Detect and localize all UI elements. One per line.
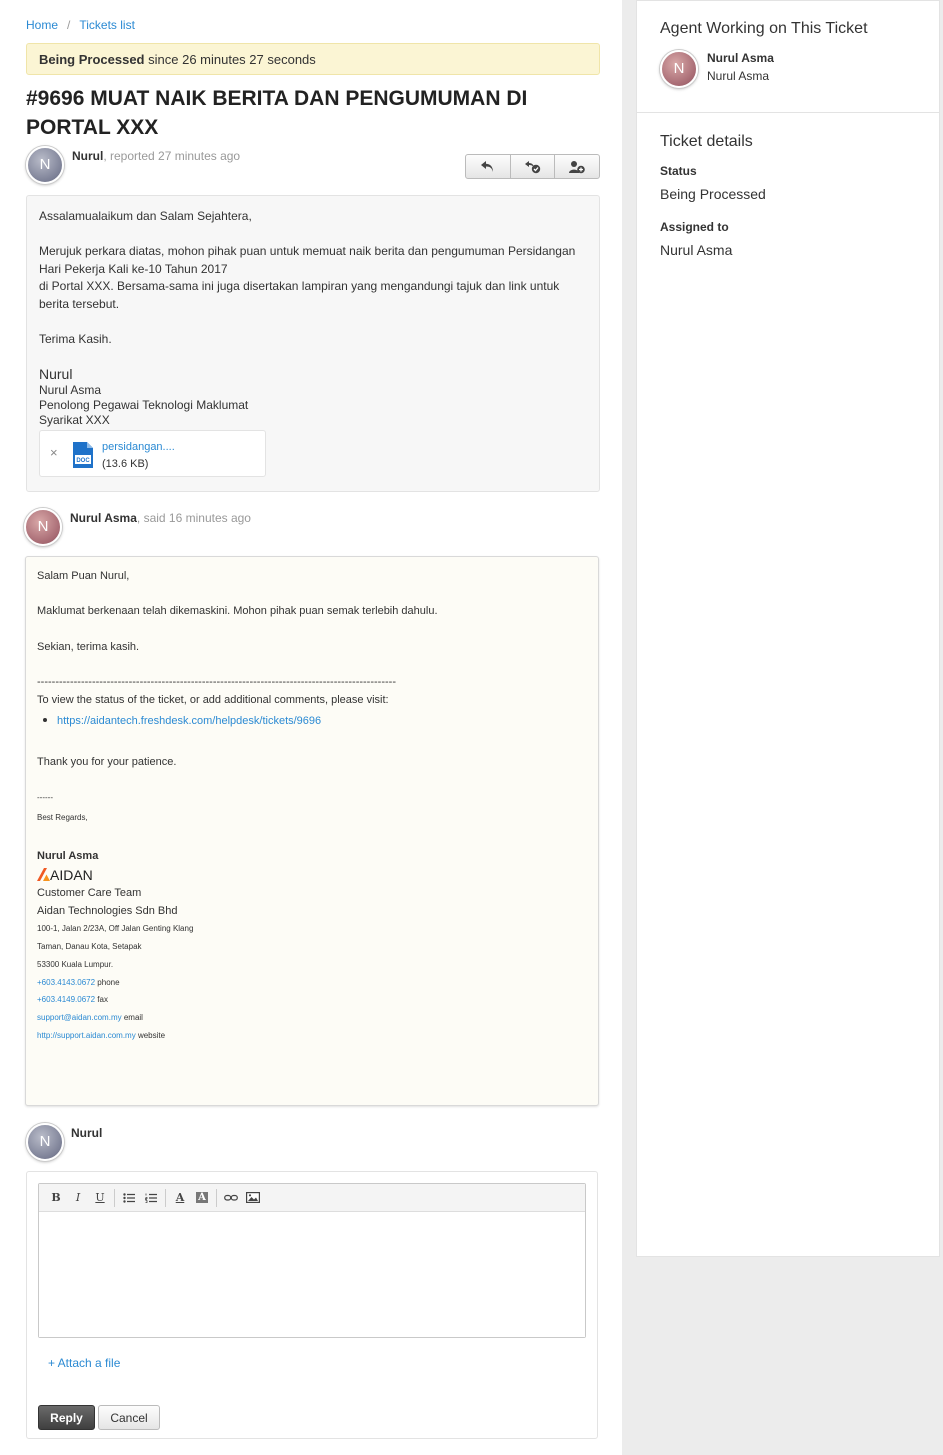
italic-button[interactable]: I [75, 1191, 81, 1204]
background-color-button[interactable] [191, 1188, 213, 1208]
fax-link[interactable]: +603.4149.0672 [37, 995, 96, 1004]
docx-file-icon [72, 441, 94, 469]
agent-reply-body [25, 556, 599, 1106]
message-time: , said 16 minutes ago [136, 511, 251, 525]
message-time: , reported 27 minutes ago [103, 149, 241, 163]
attachment-card [39, 430, 266, 477]
separator-line: -------------------------------------------------------------------------------------------------- [37, 676, 396, 688]
reply-author [71, 1126, 102, 1140]
ticket-sidebar [636, 0, 940, 1257]
aidan-logo-text: AIDAN [50, 867, 93, 883]
message-line: Merujuk perkara diatas, mohon pihak puan untuk memuat naik berita dan pengumuman Persidangan [39, 244, 576, 258]
signature-address: 53300 Kuala Lumpur. [37, 960, 114, 969]
agent-name: Nurul Asma [707, 51, 774, 65]
ticket-status-link[interactable]: https://aidantech.freshdesk.com/helpdesk/tickets/9696 [57, 715, 322, 727]
signature-company: Aidan Technologies Sdn Bhd [37, 905, 178, 917]
resolve-button[interactable] [511, 155, 556, 178]
attachment-size: (13.6 KB) [102, 458, 149, 470]
phone-label: phone [97, 978, 120, 987]
numbered-list-icon [145, 1193, 157, 1203]
message-meta [70, 511, 251, 525]
reply-composer [26, 1171, 598, 1439]
cancel-button[interactable]: Cancel [98, 1405, 160, 1430]
svg-text:DOC: DOC [76, 458, 90, 464]
ticket-title: #9696 MUAT NAIK BERITA DAN PENGUMUMAN DI PORTAL XXX [26, 87, 528, 139]
assign-agent-button[interactable] [555, 155, 599, 178]
aidan-logo-mark-icon [37, 868, 50, 881]
message-paragraph [39, 243, 587, 313]
message-greeting: Salam Puan Nurul, [37, 570, 130, 582]
assigned-to-value: Nurul Asma [660, 242, 733, 258]
bulleted-list-button[interactable] [118, 1188, 140, 1208]
message-author[interactable]: Nurul Asma [70, 511, 137, 525]
signature-line: Penolong Pegawai Teknologi Maklumat [39, 397, 249, 412]
font-color-button[interactable]: A [175, 1191, 185, 1204]
email-label: email [123, 1013, 143, 1022]
agent-subtitle: Nurul Asma [707, 69, 770, 83]
breadcrumb-separator: / [67, 18, 71, 32]
ticket-action-toolbar [465, 154, 600, 179]
insert-link-button[interactable] [220, 1188, 242, 1208]
toolbar-divider [114, 1189, 115, 1207]
status-bar [26, 43, 600, 75]
signature-website [37, 1031, 165, 1040]
rich-text-editor [38, 1183, 586, 1338]
bullet-icon [43, 718, 47, 722]
signature-line: Nurul Asma [39, 382, 102, 397]
email-link[interactable]: support@aidan.com.my [37, 1013, 122, 1022]
attach-file-link[interactable]: + Attach a file [48, 1356, 121, 1370]
toolbar-divider [216, 1189, 217, 1207]
message-greeting: Assalamualaikum dan Salam Sejahtera, [39, 209, 252, 223]
breadcrumb-home-link[interactable]: Home [26, 18, 59, 32]
editor-toolbar [39, 1184, 585, 1212]
background-color-icon: A [198, 1192, 206, 1203]
signature-address: Taman, Danau Kota, Setapak [37, 942, 142, 951]
status-bar-since: since 26 minutes 27 seconds [148, 52, 316, 67]
message-thanks: Terima Kasih. [39, 331, 112, 346]
avatar: N [660, 50, 698, 88]
message-meta [72, 149, 240, 163]
breadcrumb-tickets-link[interactable]: Tickets list [79, 18, 135, 32]
ticket-link-item [37, 715, 321, 727]
reply-author-name: Nurul [71, 1126, 103, 1140]
avatar: N [26, 1123, 64, 1161]
phone-link[interactable]: +603.4143.0672 [37, 978, 96, 987]
website-link[interactable]: http://support.aidan.com.my [37, 1031, 136, 1040]
ticket-details-panel [636, 113, 940, 1257]
reply-button[interactable]: Reply [38, 1405, 95, 1430]
message-line: Hari Pekerja Kali ke-10 Tahun 2017 [39, 261, 228, 276]
signature-separator: ------ [37, 793, 53, 802]
assigned-to-label: Assigned to [660, 220, 729, 234]
agent-working-panel [636, 0, 940, 113]
signature-team: Customer Care Team [37, 887, 142, 899]
signature-fax [37, 995, 108, 1004]
status-value: Being Processed [660, 186, 766, 202]
numbered-list-button[interactable] [140, 1188, 162, 1208]
ticket-details-heading: Ticket details [660, 133, 753, 150]
bulleted-list-icon [123, 1193, 135, 1203]
avatar: N [26, 146, 64, 184]
message-line: di Portal XXX. Bersama-sama ini juga disertakan lampiran yang mengandungi tajuk dan link untuk [39, 279, 560, 293]
fax-label: fax [97, 995, 108, 1004]
underline-button[interactable]: U [95, 1191, 105, 1204]
insert-image-button[interactable] [242, 1188, 264, 1208]
status-bar-state: Being Processed [39, 52, 145, 67]
reply-text-area[interactable] [39, 1212, 585, 1337]
signature-address: 100-1, Jalan 2/23A, Off Jalan Genting Klang [37, 924, 194, 933]
bold-button[interactable]: B [51, 1191, 61, 1204]
signature-name: Nurul [39, 365, 73, 382]
signature-phone [37, 978, 120, 987]
message-line: Thank you for your patience. [37, 756, 177, 768]
breadcrumb [26, 18, 135, 32]
message-line: To view the status of the ticket, or add additional comments, please visit: [37, 694, 389, 706]
add-agent-icon [568, 160, 586, 174]
image-icon [246, 1192, 260, 1203]
signature-name: Nurul Asma [37, 850, 99, 862]
resolve-icon [524, 160, 542, 174]
message-line: berita tersebut. [39, 296, 120, 311]
message-body [26, 195, 600, 492]
agent-working-heading: Agent Working on This Ticket [660, 20, 868, 37]
reply-icon [480, 160, 496, 174]
message-line: Maklumat berkenaan telah dikemaskini. Mohon pihak puan semak terlebih dahulu. [37, 605, 438, 617]
link-icon [224, 1194, 238, 1202]
signature-regards: Best Regards, [37, 813, 88, 822]
close-icon[interactable]: × [50, 445, 58, 460]
signature-email [37, 1013, 143, 1022]
website-label: website [137, 1031, 166, 1040]
status-label: Status [660, 164, 697, 178]
reply-button[interactable] [466, 155, 511, 178]
toolbar-divider [165, 1189, 166, 1207]
message-line: Sekian, terima kasih. [37, 641, 140, 653]
attachment-name-link[interactable]: persidangan.... [102, 441, 175, 453]
signature-line: Syarikat XXX [39, 412, 110, 427]
avatar: N [24, 508, 62, 546]
aidan-logo [37, 867, 93, 883]
message-author[interactable]: Nurul [72, 149, 104, 163]
